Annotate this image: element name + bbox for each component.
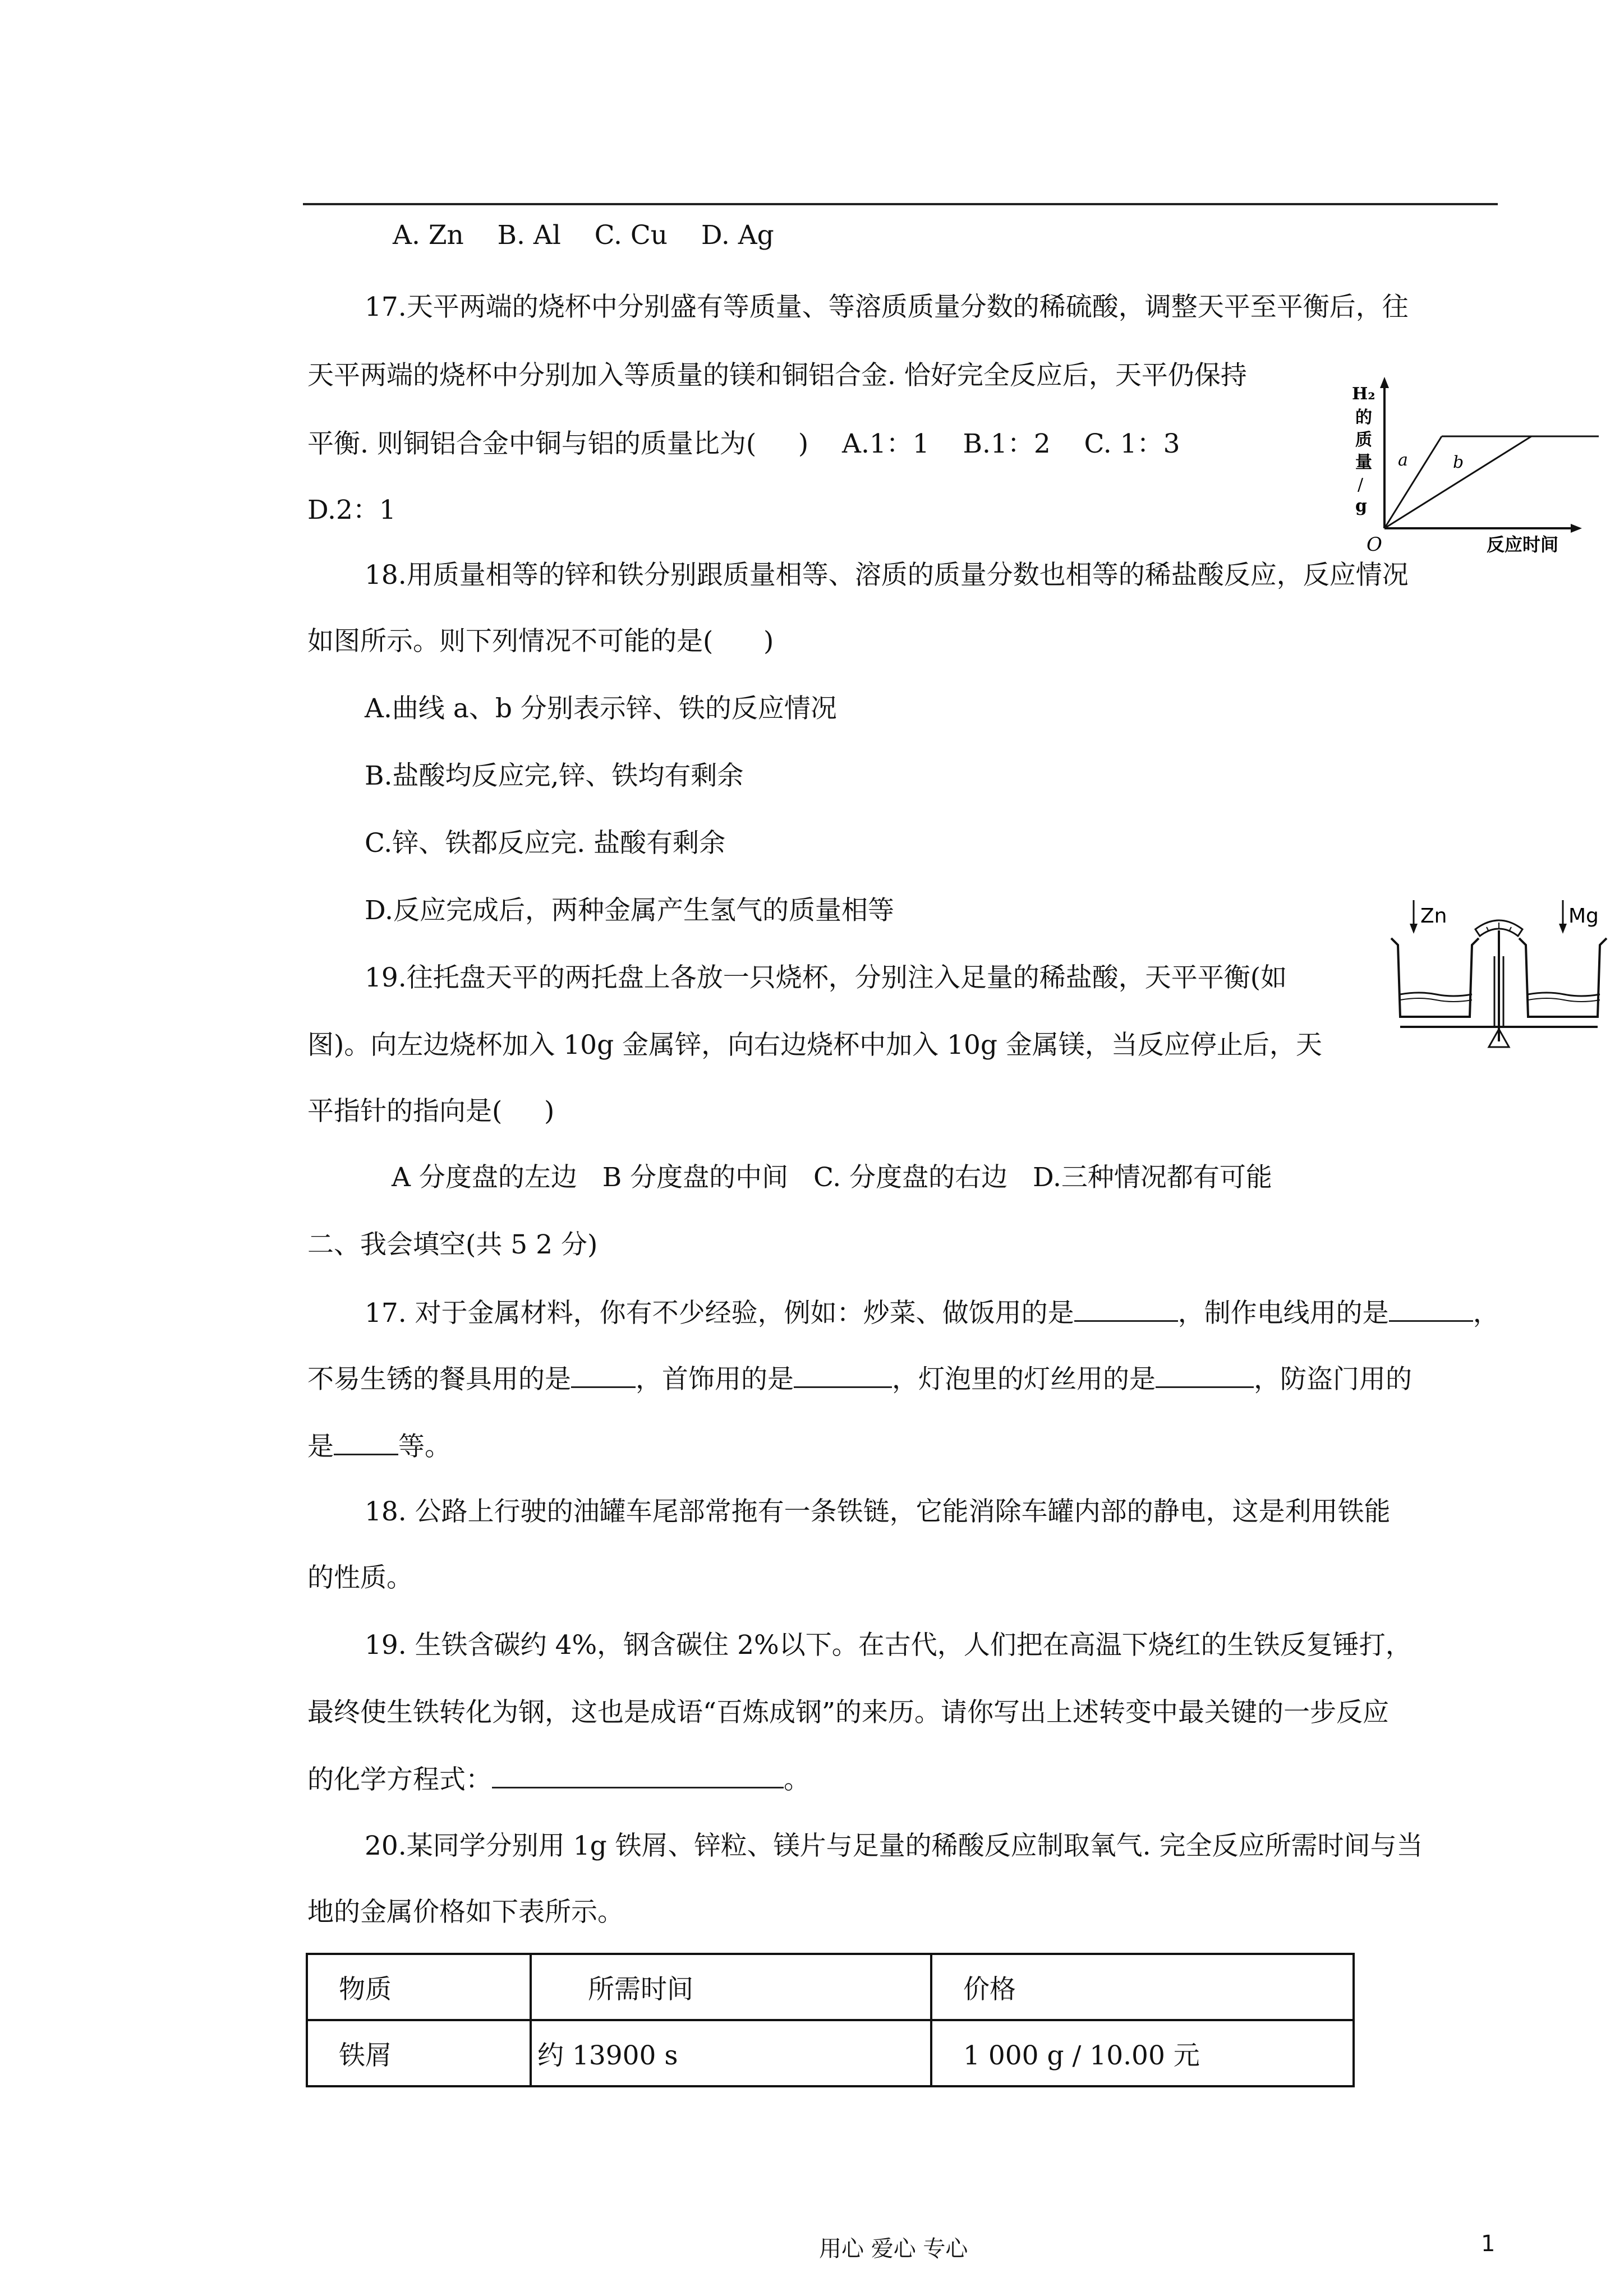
fill18-line1: 18. 公路上行驶的油罐车尾部常拖有一条铁链，它能消除车罐内部的静电，这是利用铁能 [365,1496,1391,1527]
graph-ylabel-3: 量 [1355,453,1372,472]
header-rule [303,203,1498,205]
q17-line4: D.2：1 [307,495,396,525]
balance-figure [1386,895,1616,1063]
q17-line3: 平衡. 则铜铝合金中铜与铝的质量比为( ) A.1：1 B.1：2 C. 1：3 [307,428,1180,459]
table-header-cell: 价格 [931,1954,1354,2020]
q19-line1: 19.往托盘天平的两托盘上各放一只烧杯，分别注入足量的稀盐酸，天平平衡(如 [365,962,1287,993]
metal-price-table [306,1953,1355,2087]
table-header-cell: 物质 [307,1954,531,2020]
fill20-line2: 地的金属价格如下表所示。 [307,1897,624,1928]
graph-xlabel: 反应时间 [1487,534,1559,555]
section-2-heading: 二、我会填空(共 5 2 分) [307,1229,598,1260]
curve-a-label: a [1398,450,1408,470]
table-header-row [307,1954,1354,2020]
fill17-line2: 不易生锈的餐具用的是 ，首饰用的是 ，灯泡里的灯丝用的是 ，防盗门用的 [307,1362,1412,1396]
curve-a [1384,436,1442,528]
fill19-line1: 19. 生铁含碳约 4%，钢含碳住 2%以下。在古代，人们把在高温下烧红的生铁反复锤打， [365,1630,1412,1661]
fill17-line3: 是 等。 [307,1429,451,1464]
curve-b-label: b [1453,453,1464,472]
q16-options: A. Zn B. Al C. Cu D. Ag [393,220,774,251]
q19-line3: 平指针的指向是( ) [307,1096,555,1127]
blank-jewelry-metal[interactable] [794,1362,892,1388]
fill18-line2: 的性质。 [307,1562,413,1593]
blank-door-metal[interactable] [334,1429,398,1455]
graph-ylabel-4: / [1358,475,1364,495]
q19-options: A 分度盘的左边 B 分度盘的中间 C. 分度盘的右边 D.三种情况都有可能 [392,1162,1272,1193]
q18-option-d: D.反应完成后，两种金属产生氢气的质量相等 [365,895,894,926]
table-cell: 约 13900 s [531,2020,931,2086]
blank-tableware-metal[interactable] [571,1362,636,1388]
q18-option-c: C.锌、铁都反应完. 盐酸有剩余 [365,828,726,859]
graph-ylabel-2: 质 [1355,430,1372,450]
mg-label: Mg [1568,905,1599,928]
table-cell: 铁屑 [307,2020,531,2086]
q18-line2: 如图所示。则下列情况不可能的是( ) [307,626,774,657]
fill19-line2: 最终使生铁转化为钢，这也是成语“百炼成钢”的来历。请你写出上述转变中最关键的一步反应 [307,1697,1390,1728]
graph-origin: O [1367,533,1382,555]
q18-option-a: A.曲线 a、b 分别表示锌、铁的反应情况 [365,693,837,724]
zn-label: Zn [1420,905,1447,928]
fill17-line1: 17. 对于金属材料，你有不少经验，例如：炒菜、做饭用的是 ，制作电线用的是 ， [365,1295,1499,1330]
q19-line2: 图)。向左边烧杯加入 10g 金属锌，向右边烧杯中加入 10g 金属镁，当反应停止后，天 [307,1030,1322,1061]
graph-ylabel-5: g [1355,496,1367,516]
page-number: 1 [1481,2231,1496,2257]
fill19-line3: 的化学方程式： 。 [307,1762,810,1797]
q18-line1: 18.用质量相等的锌和铁分别跟质量相等、溶质的质量分数也相等的稀盐酸反应，反应情况 [365,560,1409,591]
q18-option-b: B.盐酸均反应完,锌、铁均有剩余 [365,760,744,791]
table-row [307,2020,1354,2086]
table-cell: 1 000 g / 10.00 元 [931,2020,1354,2086]
graph-ylabel-1: 的 [1355,408,1372,427]
hydrogen-graph [1335,365,1604,555]
blank-cooking-metal[interactable] [1074,1295,1178,1322]
graph-ylabel-h2: H₂ [1352,384,1375,404]
table-header-cell: 所需时间 [531,1954,931,2020]
blank-wire-metal[interactable] [1389,1295,1473,1322]
blank-filament-metal[interactable] [1156,1362,1254,1388]
q17-line1: 17.天平两端的烧杯中分别盛有等质量、等溶质质量分数的稀硫酸，调整天平至平衡后，往 [365,292,1409,322]
blank-chemical-equation[interactable] [492,1762,784,1788]
q17-line2: 天平两端的烧杯中分别加入等质量的镁和铜铝合金. 恰好完全反应后，天平仍保持 [307,360,1247,391]
fill20-line1: 20.某同学分别用 1g 铁屑、锌粒、镁片与足量的稀酸反应制取氧气. 完全反应所需时间与当 [365,1831,1423,1861]
footer-motto: 用心 爱心 专心 [819,2236,968,2262]
